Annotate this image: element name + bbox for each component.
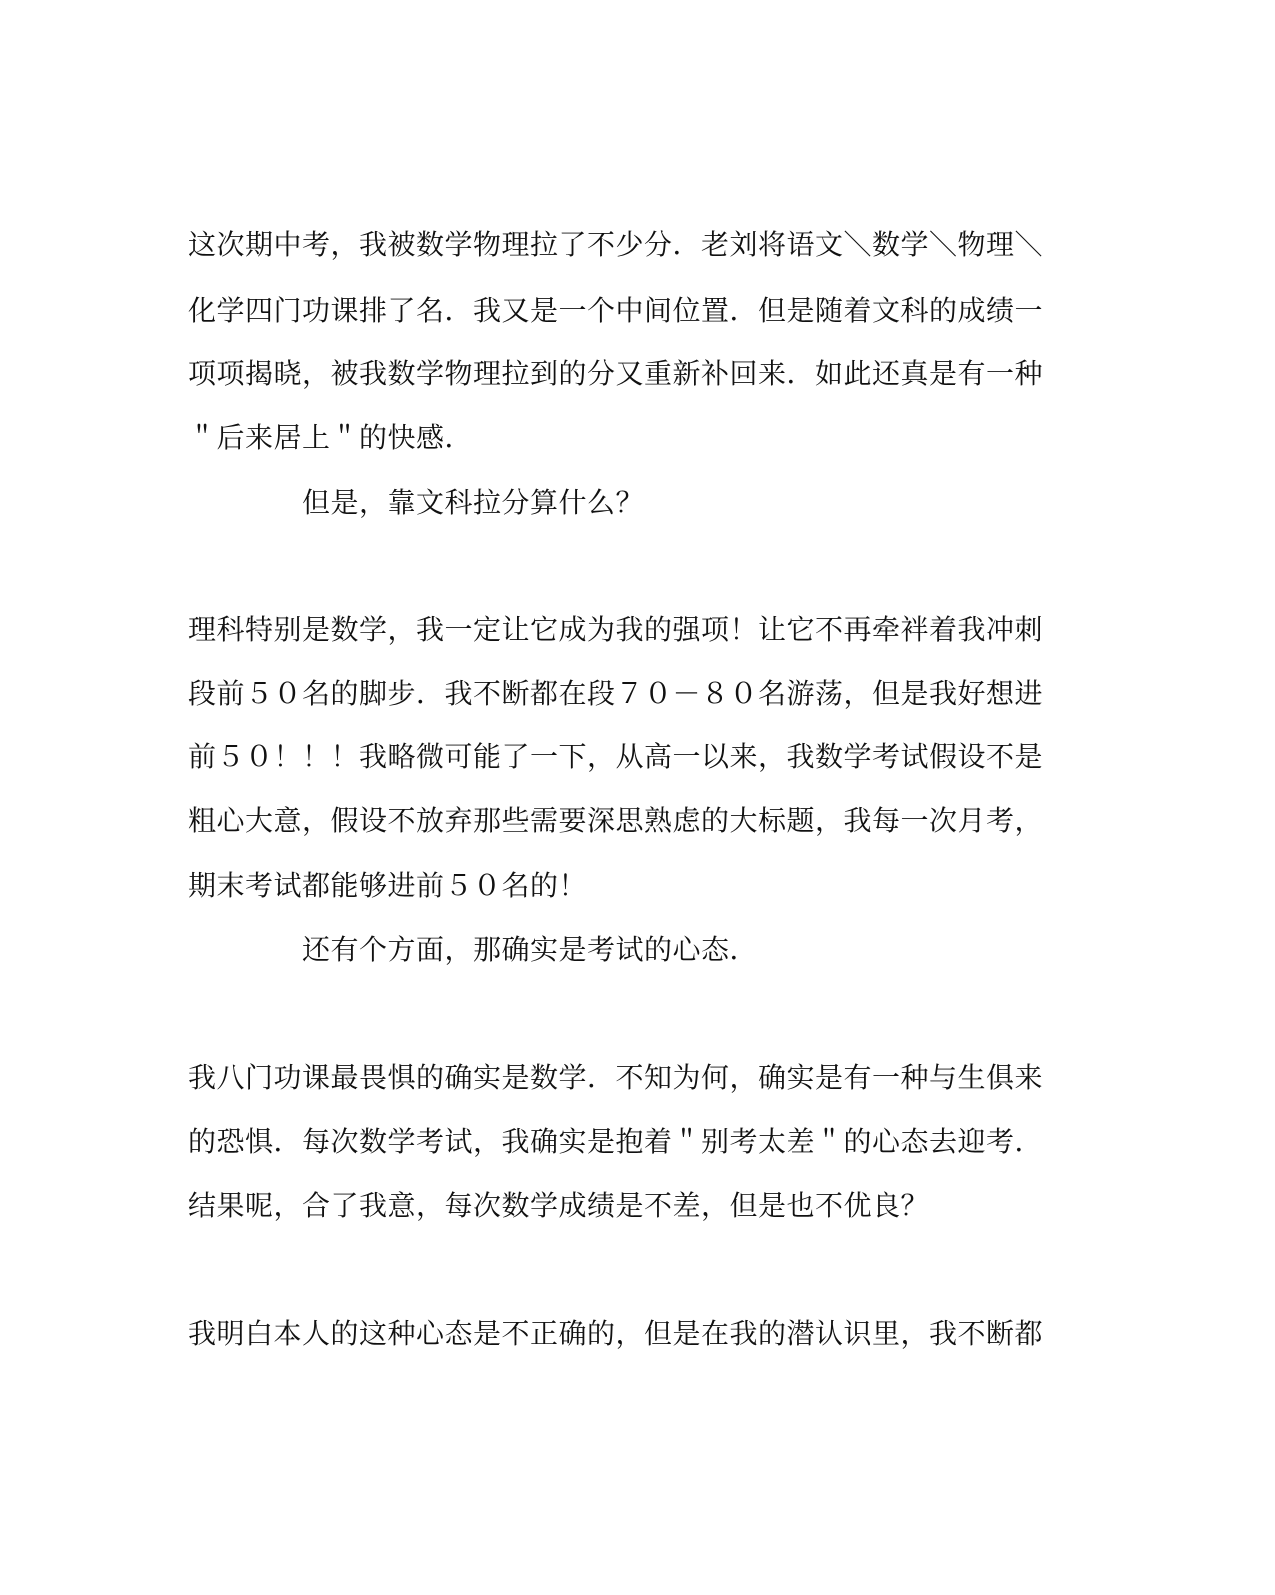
text-line: 期末考试都能够进前５０名的！: [188, 869, 588, 902]
text-line: ＂后来居上＂的快感．: [188, 421, 474, 454]
text-line: 结果呢，合了我意，每次数学成绩是不差，但是也不优良？: [188, 1189, 930, 1222]
text-line: 前５０！！！我略微可能了一下，从高一以来，我数学考试假设不是: [188, 740, 1044, 773]
text-line: 这次期中考，我被数学物理拉了不少分．老刘将语文＼数学＼物理＼: [188, 228, 1044, 261]
text-line: 我八门功课最畏惧的确实是数学．不知为何，确实是有一种与生俱来: [188, 1061, 1044, 1094]
text-line: 化学四门功课排了名．我又是一个中间位置．但是随着文科的成绩一: [188, 294, 1044, 327]
text-line: 理科特别是数学，我一定让它成为我的强项！让它不再牵袢着我冲刺: [188, 613, 1044, 646]
text-line: 还有个方面，那确实是考试的心态．: [302, 933, 759, 966]
text-line: 我明白本人的这种心态是不正确的，但是在我的潜认识里，我不断都: [188, 1317, 1044, 1350]
text-line: 的恐惧．每次数学考试，我确实是抱着＂别考太差＂的心态去迎考．: [188, 1125, 1044, 1158]
text-line: 段前５０名的脚步．我不断都在段７０－８０名游荡，但是我好想进: [188, 677, 1044, 710]
text-line: 粗心大意，假设不放弃那些需要深思熟虑的大标题，我每一次月考，: [188, 804, 1044, 837]
text-line: 项项揭晓，被我数学物理拉到的分又重新补回来．如此还真是有一种: [188, 357, 1044, 390]
text-line: 但是，靠文科拉分算什么？: [302, 486, 645, 519]
